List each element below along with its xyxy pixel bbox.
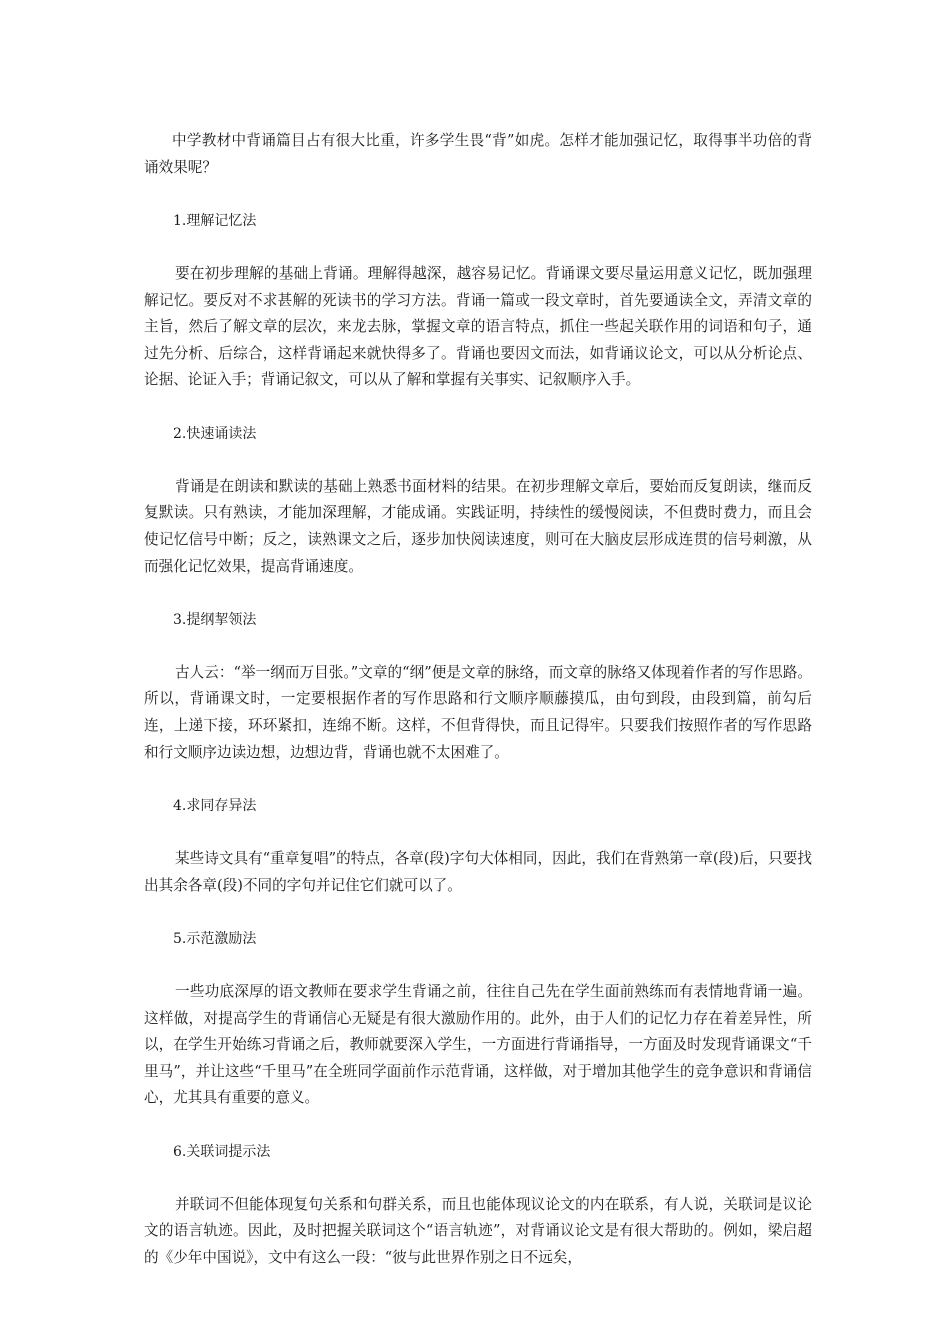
section-heading-5: 5.示范激励法 xyxy=(173,930,257,947)
document-page xyxy=(144,128,812,1272)
section-heading-4: 4.求同存异法 xyxy=(173,797,257,814)
section-heading-2: 2.快速诵读法 xyxy=(173,425,257,442)
section-heading-6: 6.关联词提示法 xyxy=(173,1143,271,1160)
section-body-4: 某些诗文具有“重章复唱”的特点，各章(段)字句大体相同，因此，我们在背熟第一章(段)后，只要找出其余各章(段)不同的字句并记住它们就可以了。 xyxy=(144,850,812,894)
section-heading-3: 3.提纲挈领法 xyxy=(173,611,257,628)
section-body-3: 古人云：“举一纲而万目张。”文章的“纲”便是文章的脉络，而文章的脉络又体现着作者的写作思路。所以，背诵课文时，一定要根据作者的写作思路和行文顺序顺藤摸瓜，由句到段，由段到篇，前勾后连，上递下接，环环紧扣，连绵不断。这样，不但背得快，而且记得牢。只要我们按照作者的写作思路和行文顺序边读边想，边想边背，背诵也就不太困难了。 xyxy=(144,663,812,761)
section-body-6: 并联词不但能体现复句关系和句群关系，而且也能体现议论文的内在联系，有人说，关联词是议论文的语言轨迹。因此，及时把握关联词这个“语言轨迹”，对背诵议论文是有很大帮助的。例如，梁启超的《少年中国说》，文中有这么一段：“彼与此世界作别之日不远矣， xyxy=(144,1195,812,1266)
section-heading-1: 1.理解记忆法 xyxy=(173,212,257,229)
section-body-1: 要在初步理解的基础上背诵。理解得越深，越容易记忆。背诵课文要尽量运用意义记忆，既加强理解记忆。要反对不求甚解的死读书的学习方法。背诵一篇或一段文章时，首先要通读全文，弄清文章的主旨，然后了解文章的层次，来龙去脉，掌握文章的语言特点，抓住一些起关联作用的词语和句子，通过先分析、后综合，这样背诵起来就快得多了。背诵也要因文而法，如背诵议论文，可以从分析论点、论据、论证入手；背诵记叙文，可以从了解和掌握有关事实、记叙顺序入手。 xyxy=(144,264,812,389)
section-body-2: 背诵是在朗读和默读的基础上熟悉书面材料的结果。在初步理解文章后，要始而反复朗读，继而反复默读。只有熟读，才能加深理解，才能成诵。实践证明，持续性的缓慢阅读，不但费时费力，而且会使记忆信号中断；反之，读熟课文之后，逐步加快阅读速度，则可在大脑皮层形成连贯的信号刺激，从而强化记忆效果，提高背诵速度。 xyxy=(144,477,812,575)
section-body-5: 一些功底深厚的语文教师在要求学生背诵之前，往往自己先在学生面前熟练而有表情地背诵一遍。这样做，对提高学生的背诵信心无疑是有很大激励作用的。此外，由于人们的记忆力存在着差异性，所以，在学生开始练习背诵之后，教师就要深入学生，一方面进行背诵指导，一方面及时发现背诵课文“千里马”，并让这些“千里马”在全班同学面前作示范背诵，这样做，对于增加其他学生的竞争意识和背诵信心，尤其具有重要的意义。 xyxy=(144,983,812,1107)
intro-paragraph: 中学教材中背诵篇目占有很大比重，许多学生畏“背”如虎。怎样才能加强记忆，取得事半功倍的背诵效果呢？ xyxy=(144,132,812,176)
